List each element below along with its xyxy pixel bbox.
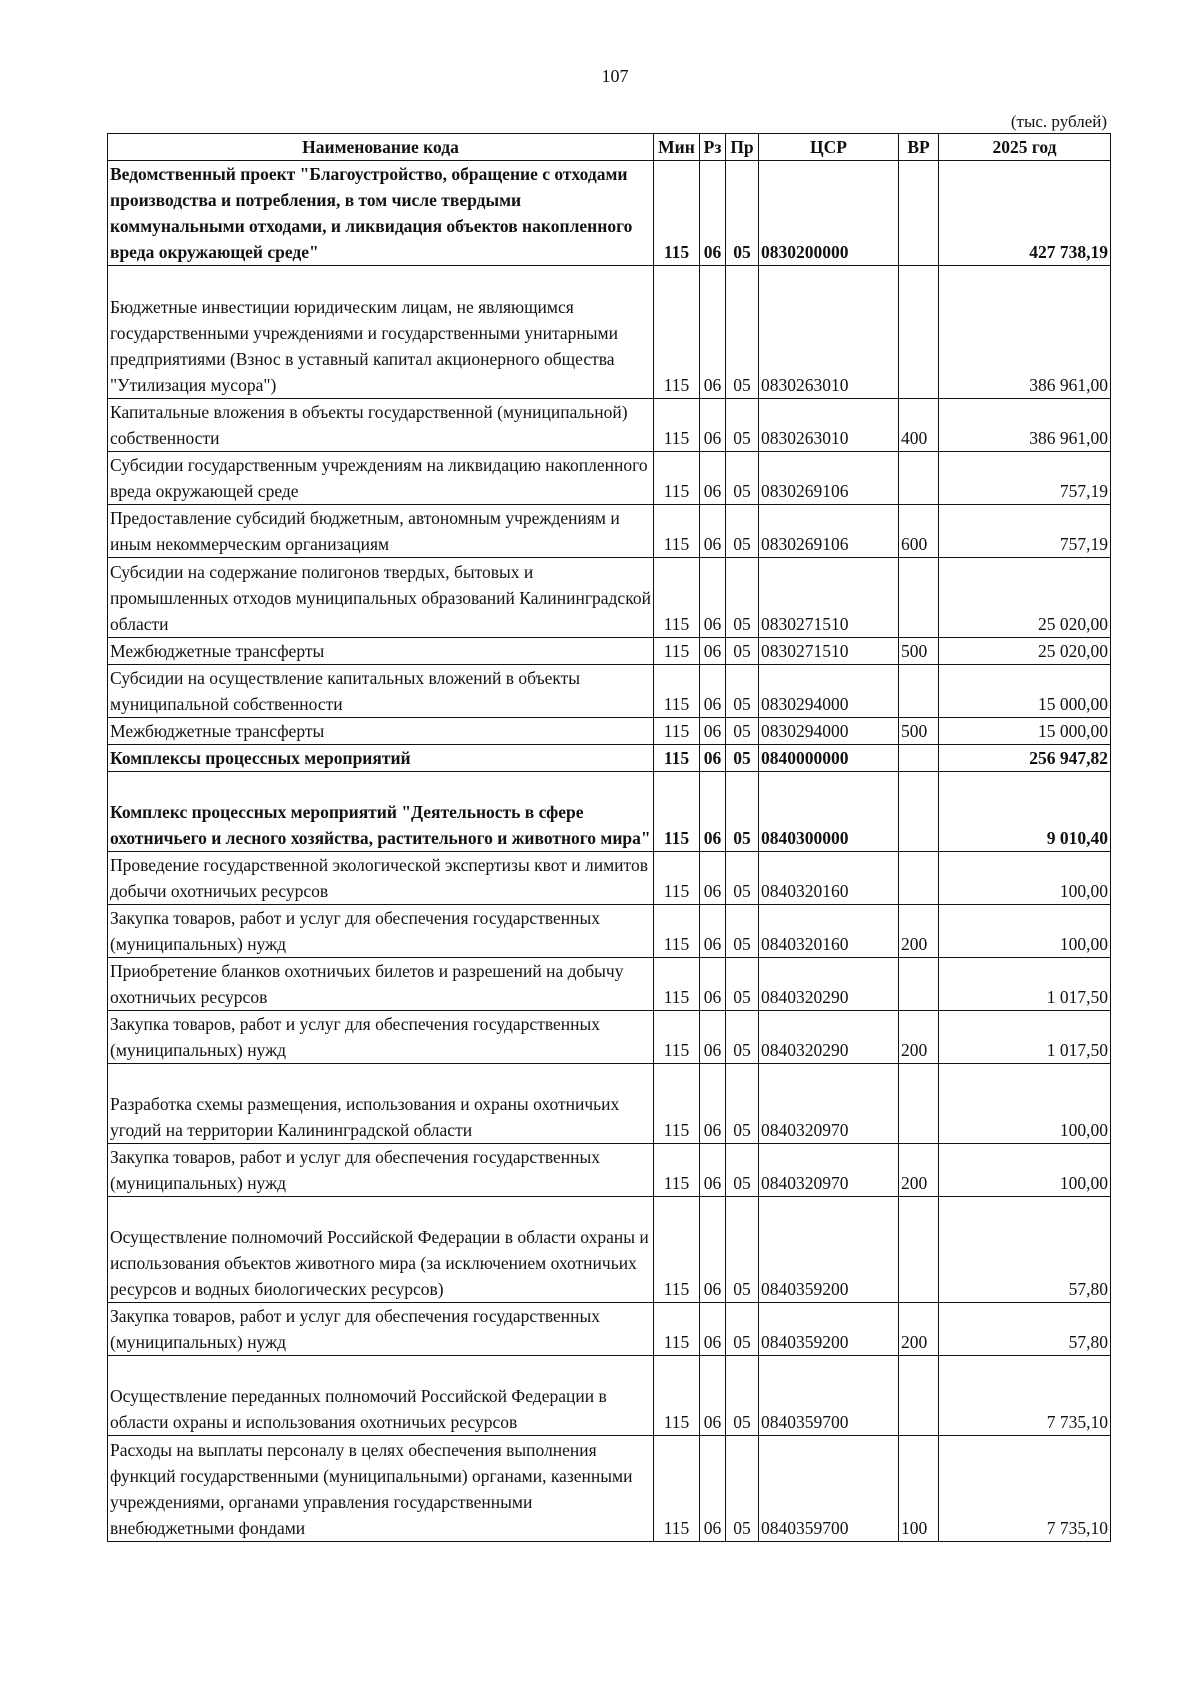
row-name: Закупка товаров, работ и услуг для обеспечения государственных (муниципальных) нужд: [108, 1011, 654, 1064]
table-row: [108, 958, 1111, 1011]
row-amount: 100,00: [939, 1144, 1111, 1197]
row-name: Осуществление полномочий Российской Федерации в области охраны и использования объектов животного мира (за исключением охотничьих ресурсов и водных биологических ресурсов): [108, 1197, 654, 1303]
row-vr: [899, 1356, 939, 1436]
table-row: [108, 718, 1111, 745]
row-amount: 25 020,00: [939, 558, 1111, 638]
row-vr: [899, 1064, 939, 1144]
row-pr: 05: [726, 1303, 759, 1356]
row-csr: 0830263010: [759, 399, 899, 452]
row-csr: 0840320290: [759, 1011, 899, 1064]
row-amount: 256 947,82: [939, 745, 1111, 772]
row-vr: [899, 772, 939, 852]
row-amount: 100,00: [939, 1064, 1111, 1144]
row-min: 115: [654, 772, 700, 852]
row-name: Закупка товаров, работ и услуг для обеспечения государственных (муниципальных) нужд: [108, 1303, 654, 1356]
row-pr: 05: [726, 399, 759, 452]
table-row: [108, 399, 1111, 452]
header-pr: Пр: [726, 134, 759, 161]
row-vr: [899, 1197, 939, 1303]
table-row: [108, 852, 1111, 905]
row-name: Закупка товаров, работ и услуг для обеспечения государственных (муниципальных) нужд: [108, 1144, 654, 1197]
row-rz: 06: [700, 161, 726, 266]
row-csr: 0840359200: [759, 1197, 899, 1303]
row-vr: [899, 161, 939, 266]
page-number: 107: [601, 66, 629, 86]
row-rz: 06: [700, 638, 726, 665]
row-pr: 05: [726, 745, 759, 772]
row-amount: 100,00: [939, 852, 1111, 905]
row-name: Расходы на выплаты персоналу в целях обеспечения выполнения функций государственными (муниципальными) органами, казенными учреждениями, органами управления государственными внебюджетными фондами: [108, 1436, 654, 1542]
row-vr: 500: [899, 638, 939, 665]
table-row: [108, 452, 1111, 505]
row-vr: [899, 745, 939, 772]
row-csr: 0830269106: [759, 505, 899, 558]
row-csr: 0840000000: [759, 745, 899, 772]
row-amount: 9 010,40: [939, 772, 1111, 852]
row-csr: 0840359200: [759, 1303, 899, 1356]
row-vr: [899, 852, 939, 905]
row-vr: 600: [899, 505, 939, 558]
row-min: 115: [654, 1436, 700, 1542]
row-pr: 05: [726, 505, 759, 558]
row-pr: 05: [726, 958, 759, 1011]
row-csr: 0830271510: [759, 558, 899, 638]
row-amount: 386 961,00: [939, 266, 1111, 399]
row-pr: 05: [726, 266, 759, 399]
row-min: 115: [654, 1356, 700, 1436]
table-row: [108, 1303, 1111, 1356]
row-amount: 757,19: [939, 452, 1111, 505]
row-csr: 0830269106: [759, 452, 899, 505]
row-csr: 0830263010: [759, 266, 899, 399]
row-name: Предоставление субсидий бюджетным, автономным учреждениям и иным некоммерческим организациям: [108, 505, 654, 558]
row-name: Разработка схемы размещения, использования и охраны охотничьих угодий на территории Калининградской области: [108, 1064, 654, 1144]
row-rz: 06: [700, 1303, 726, 1356]
row-rz: 06: [700, 1011, 726, 1064]
row-min: 115: [654, 1303, 700, 1356]
row-rz: 06: [700, 1356, 726, 1436]
row-name: Субсидии на содержание полигонов твердых, бытовых и промышленных отходов муниципальных образований Калининградской области: [108, 558, 654, 638]
row-name: Комплексы процессных мероприятий: [108, 745, 654, 772]
row-name: Субсидии на осуществление капитальных вложений в объекты муниципальной собственности: [108, 665, 654, 718]
row-pr: 05: [726, 161, 759, 266]
row-vr: 200: [899, 1011, 939, 1064]
table-row: [108, 665, 1111, 718]
table-row: [108, 1144, 1111, 1197]
row-csr: 0830200000: [759, 161, 899, 266]
row-rz: 06: [700, 852, 726, 905]
row-amount: 757,19: [939, 505, 1111, 558]
table-row: [108, 745, 1111, 772]
row-name: Бюджетные инвестиции юридическим лицам, не являющимся государственными учреждениями и государственными унитарными предприятиями (Взнос в уставный капитал акционерного общества "Утилизация мусора"): [108, 266, 654, 399]
row-name: Осуществление переданных полномочий Российской Федерации в области охраны и использования охотничьих ресурсов: [108, 1356, 654, 1436]
row-csr: 0830294000: [759, 718, 899, 745]
row-min: 115: [654, 558, 700, 638]
row-rz: 06: [700, 266, 726, 399]
table-row: [108, 1436, 1111, 1542]
row-name: Ведомственный проект "Благоустройство, обращение с отходами производства и потребления, в том числе твердыми коммунальными отходами, и ликвидация объектов накопленного вреда окружающей среде": [108, 161, 654, 266]
row-vr: 500: [899, 718, 939, 745]
row-amount: 1 017,50: [939, 958, 1111, 1011]
budget-table: [107, 133, 1111, 1542]
row-pr: 05: [726, 718, 759, 745]
row-min: 115: [654, 161, 700, 266]
table-row: [108, 1197, 1111, 1303]
row-csr: 0840320290: [759, 958, 899, 1011]
row-min: 115: [654, 905, 700, 958]
table-row: [108, 1011, 1111, 1064]
row-csr: 0830294000: [759, 665, 899, 718]
table-row: [108, 161, 1111, 266]
row-pr: 05: [726, 1064, 759, 1144]
row-pr: 05: [726, 772, 759, 852]
row-min: 115: [654, 399, 700, 452]
row-amount: 100,00: [939, 905, 1111, 958]
header-csr: ЦСР: [759, 134, 899, 161]
row-rz: 06: [700, 505, 726, 558]
row-pr: 05: [726, 852, 759, 905]
row-min: 115: [654, 745, 700, 772]
row-amount: 427 738,19: [939, 161, 1111, 266]
row-name: Межбюджетные трансферты: [108, 638, 654, 665]
row-name: Приобретение бланков охотничьих билетов и разрешений на добычу охотничьих ресурсов: [108, 958, 654, 1011]
row-name: Капитальные вложения в объекты государственной (муниципальной) собственности: [108, 399, 654, 452]
row-amount: 57,80: [939, 1197, 1111, 1303]
table-row: [108, 1356, 1111, 1436]
table-row: [108, 266, 1111, 399]
row-min: 115: [654, 958, 700, 1011]
row-vr: 200: [899, 1144, 939, 1197]
row-pr: 05: [726, 558, 759, 638]
row-rz: 06: [700, 558, 726, 638]
row-vr: 100: [899, 1436, 939, 1542]
row-rz: 06: [700, 1197, 726, 1303]
row-rz: 06: [700, 718, 726, 745]
row-amount: 7 735,10: [939, 1356, 1111, 1436]
row-pr: 05: [726, 638, 759, 665]
row-pr: 05: [726, 905, 759, 958]
row-min: 115: [654, 505, 700, 558]
row-csr: 0840359700: [759, 1436, 899, 1542]
header-min: Мин: [654, 134, 700, 161]
row-pr: 05: [726, 1011, 759, 1064]
row-min: 115: [654, 1197, 700, 1303]
row-min: 115: [654, 638, 700, 665]
header-year: 2025 год: [939, 134, 1111, 161]
row-vr: 200: [899, 1303, 939, 1356]
row-pr: 05: [726, 1197, 759, 1303]
row-vr: [899, 958, 939, 1011]
row-rz: 06: [700, 745, 726, 772]
row-amount: 15 000,00: [939, 665, 1111, 718]
row-pr: 05: [726, 452, 759, 505]
row-min: 115: [654, 1011, 700, 1064]
row-rz: 06: [700, 958, 726, 1011]
row-amount: 15 000,00: [939, 718, 1111, 745]
header-name: Наименование кода: [108, 134, 654, 161]
row-min: 115: [654, 665, 700, 718]
row-min: 115: [654, 1144, 700, 1197]
row-min: 115: [654, 852, 700, 905]
row-amount: 57,80: [939, 1303, 1111, 1356]
units-label: (тыс. рублей): [1010, 112, 1107, 131]
row-rz: 06: [700, 1064, 726, 1144]
row-rz: 06: [700, 772, 726, 852]
row-vr: [899, 558, 939, 638]
row-rz: 06: [700, 452, 726, 505]
row-name: Проведение государственной экологической экспертизы квот и лимитов добычи охотничьих ресурсов: [108, 852, 654, 905]
row-amount: 7 735,10: [939, 1436, 1111, 1542]
row-csr: 0840300000: [759, 772, 899, 852]
row-csr: 0840320970: [759, 1064, 899, 1144]
row-csr: 0840320160: [759, 852, 899, 905]
row-amount: 1 017,50: [939, 1011, 1111, 1064]
row-pr: 05: [726, 1436, 759, 1542]
table-row: [108, 1064, 1111, 1144]
row-min: 115: [654, 266, 700, 399]
row-csr: 0840359700: [759, 1356, 899, 1436]
row-rz: 06: [700, 905, 726, 958]
row-vr: [899, 665, 939, 718]
row-pr: 05: [726, 1356, 759, 1436]
row-name: Субсидии государственным учреждениям на ликвидацию накопленного вреда окружающей среде: [108, 452, 654, 505]
row-vr: [899, 266, 939, 399]
row-min: 115: [654, 452, 700, 505]
row-pr: 05: [726, 665, 759, 718]
row-rz: 06: [700, 665, 726, 718]
table-row: [108, 558, 1111, 638]
table-header-row: [108, 134, 1111, 161]
row-csr: 0840320160: [759, 905, 899, 958]
row-name: Межбюджетные трансферты: [108, 718, 654, 745]
header-rz: Рз: [700, 134, 726, 161]
row-name: Закупка товаров, работ и услуг для обеспечения государственных (муниципальных) нужд: [108, 905, 654, 958]
row-vr: 400: [899, 399, 939, 452]
row-rz: 06: [700, 1436, 726, 1542]
row-min: 115: [654, 718, 700, 745]
row-amount: 386 961,00: [939, 399, 1111, 452]
table-row: [108, 905, 1111, 958]
table-row: [108, 772, 1111, 852]
row-rz: 06: [700, 399, 726, 452]
row-vr: [899, 452, 939, 505]
row-amount: 25 020,00: [939, 638, 1111, 665]
table-row: [108, 505, 1111, 558]
row-min: 115: [654, 1064, 700, 1144]
row-vr: 200: [899, 905, 939, 958]
row-name: Комплекс процессных мероприятий "Деятельность в сфере охотничьего и лесного хозяйства, растительного и животного мира": [108, 772, 654, 852]
row-csr: 0830271510: [759, 638, 899, 665]
table-row: [108, 638, 1111, 665]
row-csr: 0840320970: [759, 1144, 899, 1197]
header-vr: ВР: [899, 134, 939, 161]
row-pr: 05: [726, 1144, 759, 1197]
row-rz: 06: [700, 1144, 726, 1197]
